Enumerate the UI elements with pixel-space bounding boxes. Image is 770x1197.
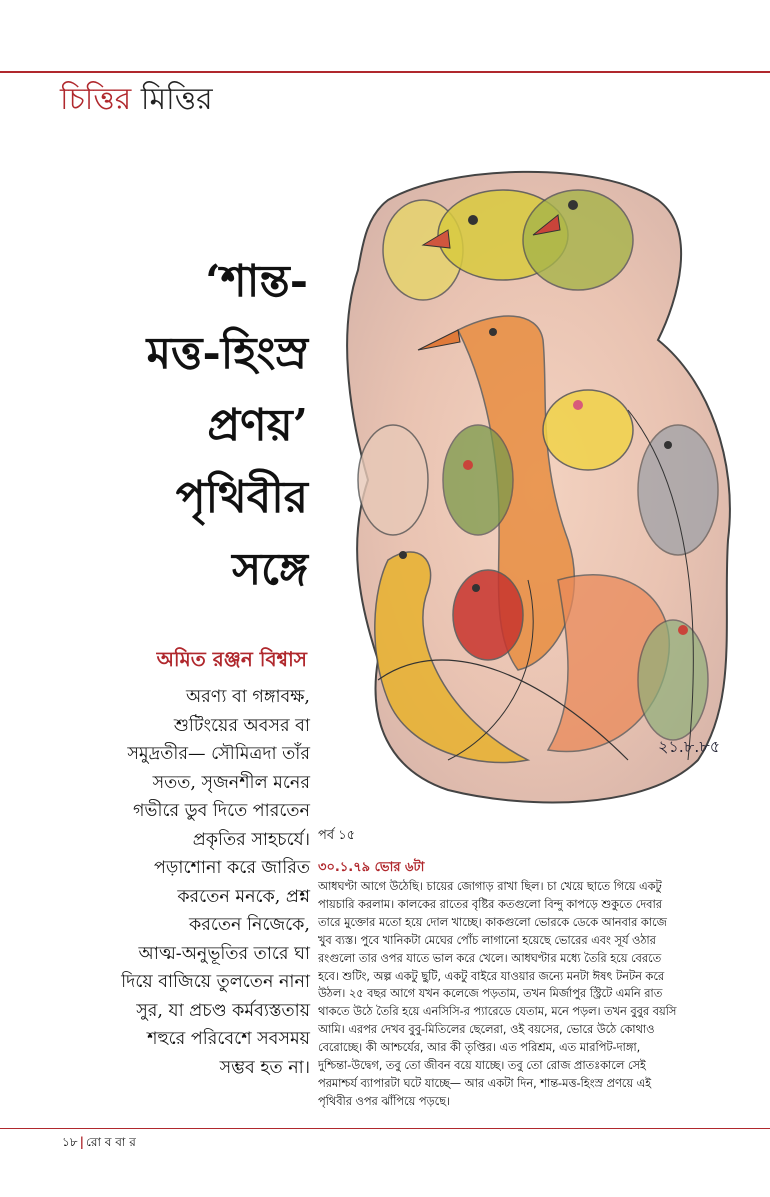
page-footer [62,1134,136,1154]
episode-label: পর্ব ১৫ [318,828,356,843]
intro-line: করতেন নিজেকে, [188,915,310,935]
page-number: ১৮ [62,1135,78,1149]
diary-line: আমি। এরপর দেখব বুবু-মিতিলের ছেলেরা, ওই বয়সের, ভোরে উঠে কোথাও [318,1023,655,1037]
article-title [80,246,308,606]
diary-line: থাকতে উঠে তৈরি হয়ে এনসিসি-র প্যারেডে যেতাম, মনে পড়ল। তখন বুবুর বয়সি [318,1005,677,1019]
diary-line: পায়চারি করলাম। কালকের রাতের বৃষ্টির কতগুলো বিন্দু কাপড়ে শুকুতে দেবার [318,897,662,911]
top-rule [0,71,770,73]
column-header [60,80,213,120]
title-line: ‘শান্ত- [205,256,308,307]
magazine-name: রো ব বা র [85,1135,136,1149]
painting-signature-date: ২১.৮.৮৫ [658,737,721,756]
intro-line: অরণ্য বা গঙ্গাবক্ষ, [185,687,310,707]
diary-line: খুব ব্যস্ত। পুবে খানিকটা মেঘের পোঁচ লাগানো হয়েছে ভোরের এবং সূর্য ওঠার [318,933,656,947]
title-line: সঙ্গে [232,544,308,595]
diary-line: আধঘণ্টা আগে উঠেছি। চায়ের জোগাড় রাখা ছিল। চা খেয়ে ছাতে গিয়ে একটু [318,880,662,893]
intro-line: সম্ভব হত না। [219,1057,310,1078]
bottom-rule [0,1128,770,1129]
title-line: মত্ত-হিংস্র [146,328,308,379]
author-byline: অমিত রঞ্জন বিশ্বাস [156,647,307,671]
intro-line: প্রকৃতির সাহচর্যে। [192,829,310,850]
footer-separator: | [79,1135,84,1149]
column-title-word1: চিত্তির [60,82,132,117]
intro-line: শহুরে পরিবেশে সবসময় [147,1029,310,1049]
diary-line: তারে মুক্তোর মতো হয়ে দোল খাচ্ছে। কাকগুলো ভোরকে ডেকে আনবার কাজে [318,915,667,929]
title-line: প্রণয়’ [207,400,308,451]
intro-line: গভীরে ডুব দিতে পারতেন [132,801,310,821]
diary-entry [318,878,710,1111]
diary-line: পৃথিবীর ওপর ঝাঁপিয়ে পড়ছে। [318,1094,450,1108]
diary-line: পরমাশ্চর্য ব্যাপারটা ঘটে যাচ্ছে— আর একটা দিন, শান্ত-মত্ত-হিংস্র প্রণয়ে এই [318,1076,652,1090]
intro-line: সতত, সৃজনশীল মনের [152,772,310,793]
intro-line: আত্ম-অনুভূতির তারে ঘা [138,943,310,964]
diary-line: উঠল। ২৫ বছর আগে যখন কলেজে পড়তাম, তখন মির্জাপুর স্ট্রিটে এমনি রাত [318,987,663,1001]
column-title-word2: মিত্তির [140,82,213,117]
diary-date: ৩০.১.৭৯ ভোর ৬টা [318,860,425,875]
intro-line: সমুদ্রতীর— সৌমিত্রদা তাঁর [127,744,310,764]
intro-line: পড়াশোনা করে জারিত [154,858,310,878]
intro-line: করতেন মনকে, প্রশ্ন [177,886,310,907]
diary-line: বেরোচ্ছে। কী আশ্চর্যের, আর কী তৃপ্তির। এত পরিশ্রম, এত মারপিট-দাঙ্গা, [318,1041,641,1055]
diary-line: হবে। শুটিং, অল্প একটু ছুটি, একটু বাইরে যাওয়ার জন্যে মনটা ঈষৎ টনটন করে [318,969,665,983]
intro-line: সুর, যা প্রচণ্ড কর্মব্যস্ততায় [136,1000,310,1021]
diary-line: দুশ্চিন্তা-উদ্বেগ, তবু তো জীবন বয়ে যাচ্ছে। তবু তো রোজ প্রাতঃকালে সেই [318,1059,646,1073]
title-line: পৃথিবীর [175,472,308,523]
intro-line: দিয়ে বাজিয়ে তুলতেন নানা [121,972,310,992]
diary-line: রংগুলো তার ওপর যাতে ভাল করে খেলে। আধঘণ্টার মধ্যে তৈরি হয়ে বেরতে [318,951,662,965]
intro-line: শুটিংয়ের অবসর বা [173,715,310,736]
bird-painting [328,160,750,810]
intro-paragraph [70,683,310,1082]
